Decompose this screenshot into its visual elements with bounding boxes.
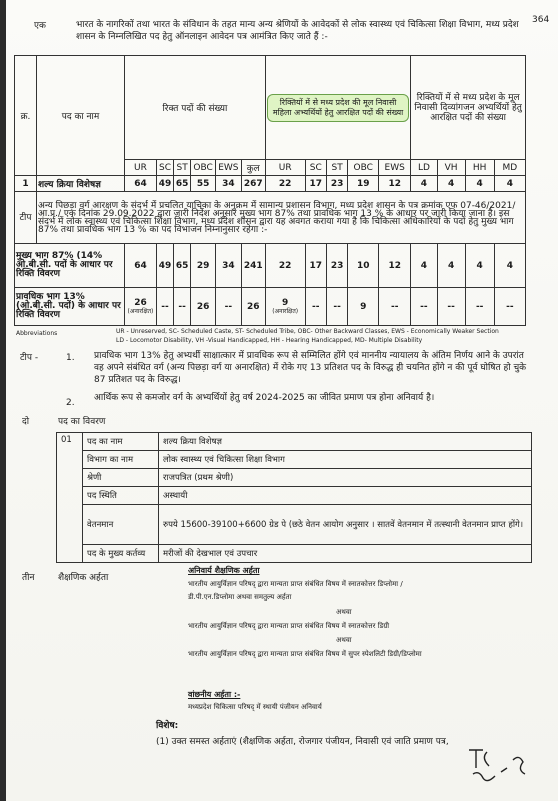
vacancy-table xyxy=(14,55,526,326)
cell: 34 xyxy=(215,176,241,192)
cell: -- xyxy=(215,288,241,326)
sub-w-ur: UR xyxy=(265,160,305,176)
cell: 17 xyxy=(305,176,326,192)
cell: 23 xyxy=(326,244,347,288)
row-label: मुख्य भाग 87% (14% ओ.बी.सी. पदों के आधार पर रिक्ति विवरण xyxy=(15,244,125,288)
detail-key: विभाग का नाम xyxy=(83,451,159,469)
tip-text-1: प्रावधिक भाग 13% हेतु अभ्यर्थी साक्षात्कार में प्रावधिक रूप से सम्मिलित होंगे एवं माननीय न्यायालय के अंतिम निर्णय आने के उपरांत वह अपने संबंधित वर्ग (अन्य पिछड़ा वर्ग या अनारक्षित) में रोके गए 13 प्रतिशत पद के विरुद्ध ही चयनित होंगे न की पूर्व घोषित हो चुके 87 प्रतिशत पद के विरुद्ध। xyxy=(94,351,527,385)
col-post: पद का नाम xyxy=(37,56,125,176)
or-1: अथवा xyxy=(336,608,352,616)
cell xyxy=(265,288,305,326)
cell: 267 xyxy=(241,176,265,192)
cell: 1 xyxy=(15,176,37,192)
special-label: विशेष: xyxy=(156,721,179,731)
page-number: 364 xyxy=(532,15,550,25)
tip-label: टीप - xyxy=(20,353,39,363)
cell: 64 xyxy=(125,176,157,192)
cell-value: 26 xyxy=(134,297,147,308)
cell: 26 xyxy=(241,288,265,326)
table-row xyxy=(15,176,526,192)
detail-value: मरीजों की देखभाल एवं उपचार xyxy=(159,545,532,563)
sub-obc: OBC xyxy=(191,160,216,176)
cell: 12 xyxy=(379,244,411,288)
sub-w-st: ST xyxy=(326,160,347,176)
cell: 49 xyxy=(156,244,173,288)
cell: -- xyxy=(174,288,191,326)
sub-w-obc: OBC xyxy=(348,160,379,176)
section-title-two: पद का विवरण xyxy=(58,417,106,427)
cell: 4 xyxy=(411,176,437,192)
mandatory-qual-heading: अनिवार्य शैक्षणिक अर्हता xyxy=(188,566,260,575)
cell xyxy=(125,288,157,326)
cell: -- xyxy=(494,288,525,326)
detail-key: पद स्थिति xyxy=(83,487,159,505)
qual-text-3: भारतीय आयुर्विज्ञान परिषद् द्वारा मान्यता प्राप्त संबंधित विषय में सुपर स्पेशलिटी डिग्री/डिप्लोमा xyxy=(188,650,422,658)
qual-text-4: मध्यप्रदेश चिकित्सा परिषद् में स्थायी पंजीयन अनिवार्य xyxy=(188,703,322,711)
handwritten-signature xyxy=(461,740,551,790)
section-label-three: तीन xyxy=(22,573,35,583)
cell: शल्य क्रिया विशेषज्ञ xyxy=(37,176,125,192)
cell: -- xyxy=(411,288,437,326)
section-title-three: शैक्षणिक अर्हता xyxy=(58,573,109,583)
cell: 55 xyxy=(191,176,216,192)
cell: 4 xyxy=(494,244,525,288)
abbr-line1: UR - Unreserved, SC- Scheduled Caste, ST- Scheduled Tribe, OBC- Other Backward Classes, EWS - Economically Weaker Section xyxy=(116,328,499,335)
cell: 4 xyxy=(465,244,494,288)
sub-vh: VH xyxy=(437,160,465,176)
detail-key: वेतनमान xyxy=(83,505,159,545)
cell: 22 xyxy=(265,244,305,288)
cell: 23 xyxy=(326,176,347,192)
detail-value: राजपत्रित (प्रथम श्रेणी) xyxy=(159,469,532,487)
qual-text-2: भारतीय आयुर्विज्ञान परिषद् द्वारा मान्यता प्राप्त संबंधित विषय में स्नातकोत्तर डिग्री xyxy=(188,622,390,630)
cell: -- xyxy=(156,288,173,326)
cell: 4 xyxy=(465,176,494,192)
tip-text-2: आर्थिक रूप से कमजोर वर्ग के अभ्यर्थियों हेतु वर्ष 2024-2025 का जीवित प्रमाण पत्र होना अनिवार्य है। xyxy=(94,393,435,403)
detail-key: श्रेणी xyxy=(83,469,159,487)
post-details-table xyxy=(56,432,532,563)
sub-st: ST xyxy=(174,160,191,176)
or-2: अथवा xyxy=(336,636,352,644)
col-disabled: रिक्तियों में से मध्य प्रदेश के मूल निवासी दिव्यांगजन अभ्यर्थियों हेतु आरक्षित पदों की संख्या xyxy=(411,56,526,160)
section-label-two: दो xyxy=(22,417,30,427)
table-row xyxy=(15,288,526,326)
cell: -- xyxy=(379,288,411,326)
sub-w-ews: EWS xyxy=(379,160,411,176)
sub-ld: LD xyxy=(411,160,437,176)
sub-sc: SC xyxy=(156,160,173,176)
abbr-line2: LD - Locomotor Disability, VH -Visual Handicapped, HH - Hearing Handicapped, MD- Multiple Disability xyxy=(116,337,423,344)
cell: 65 xyxy=(174,176,191,192)
sub-w-sc: SC xyxy=(305,160,326,176)
sub-ur: UR xyxy=(125,160,157,176)
tip-num-1: 1. xyxy=(66,353,75,363)
cell-note: (अनारक्षित) xyxy=(272,307,299,315)
cell: 4 xyxy=(411,244,437,288)
desirable-qual-heading: वांछनीय अर्हता :- xyxy=(188,690,241,699)
cell: 34 xyxy=(215,244,241,288)
details-num: 01 xyxy=(57,433,83,563)
note-text: अन्य पिछड़ा वर्ग आरक्षण के संदर्भ में प्रचलित याचिका के अनुक्रम में सामान्य प्रशासन विभाग, मध्य प्रदेश शासन के पत्र क्रमांक एफ 07-46/2021/आ.प्र./ एक दिनांक 29.09.2022 द्वारा जारी निर्देश अनुसार मुख्य भाग 87% तथा प्रावधिक भाग 13 % के आधार पर जारी किया जाना है। इस संदर्भ में लोक स्वास्थ्य एवं चिकित्सा शिक्षा विभाग, मध्य प्रदेश शासन द्वारा यह अवगत कराया गया है कि चिकित्सा अधिकारियों के पदों हेतु मुख्य भाग 87% तथा प्रावधिक भाग 13 % का पद विभाजन निम्नानुसार रहेगा :- xyxy=(37,192,526,244)
sub-hh: HH xyxy=(465,160,494,176)
detail-value: शल्य क्रिया विशेषज्ञ xyxy=(159,433,532,451)
detail-key: पद के मुख्य कर्तव्य xyxy=(83,545,159,563)
cell: 19 xyxy=(348,176,379,192)
note-label: टीप xyxy=(15,192,37,244)
cell: -- xyxy=(326,288,347,326)
col-sno: क्र. xyxy=(15,56,37,176)
cell: 29 xyxy=(191,244,216,288)
qual-text-1b: डी.पी.एन.डिप्लोमा अथवा समतुल्य अर्हता xyxy=(188,593,292,601)
col-women: रिक्तियों में से मध्य प्रदेश की मूल निवासी महिला अभ्यर्थियों हेतु आरक्षित पदों की संख्या xyxy=(267,94,409,122)
section-label-one: एक xyxy=(34,21,46,31)
cell: -- xyxy=(437,288,465,326)
intro-paragraph: भारत के नागरिकों तथा भारत के संविधान के तहत मान्य अन्य श्रेणियों के आवेदकों से लोक स्वास्थ्य एवं चिकित्सा शिक्षा विभाग, मध्य प्रदेश शासन के निम्नलिखित पद हेतु ऑनलाइन आवेदन पत्र आमंत्रित किए जाते हैं :- xyxy=(76,20,519,42)
cell: 49 xyxy=(156,176,173,192)
cell: 17 xyxy=(305,244,326,288)
special-text-1: (1) उक्त समस्त अर्हताएं (शैक्षणिक अर्हता, रोजगार पंजीयन, निवासी एवं जाति प्रमाण पत्र, xyxy=(156,737,449,747)
cell-value: 9 xyxy=(282,297,289,308)
detail-value: रुपये 15600-39100+6600 ग्रेड पे (छठे वेतन आयोग अनुसार । सातवें वेतनमान में तत्स्थानी वेतनमान प्राप्त होंगे। xyxy=(159,505,532,545)
cell: 10 xyxy=(348,244,379,288)
cell-note: (अनारक्षित) xyxy=(127,307,154,315)
cell: 22 xyxy=(265,176,305,192)
sub-total: कुल xyxy=(241,160,265,176)
cell: 4 xyxy=(437,176,465,192)
tip-num-2: 2. xyxy=(66,398,75,408)
cell: 9 xyxy=(348,288,379,326)
cell: 64 xyxy=(125,244,157,288)
sub-ews: EWS xyxy=(215,160,241,176)
table-row xyxy=(15,244,526,288)
cell: 12 xyxy=(379,176,411,192)
sub-md: MD xyxy=(494,160,525,176)
cell: 26 xyxy=(191,288,216,326)
qual-text-1: भारतीय आयुर्विज्ञान परिषद् द्वारा मान्यता प्राप्त संबंधित विषय में स्नातकोत्तर डिप्लोमा / xyxy=(188,580,403,588)
cell: 4 xyxy=(437,244,465,288)
cell: 241 xyxy=(241,244,265,288)
cell: 65 xyxy=(174,244,191,288)
detail-value: लोक स्वास्थ्य एवं चिकित्सा शिक्षा विभाग xyxy=(159,451,532,469)
abbr-label: Abbreviations xyxy=(16,330,58,337)
cell: -- xyxy=(465,288,494,326)
cell: -- xyxy=(305,288,326,326)
col-vacancy: रिक्त पदों की संख्या xyxy=(125,56,266,160)
cell: 4 xyxy=(494,176,525,192)
detail-value: अस्थायी xyxy=(159,487,532,505)
detail-key: पद का नाम xyxy=(83,433,159,451)
row-label: प्रावधिक भाग 13% (ओ.बी.सी. पदों) के आधार पर रिक्ति विवरण xyxy=(15,288,125,326)
